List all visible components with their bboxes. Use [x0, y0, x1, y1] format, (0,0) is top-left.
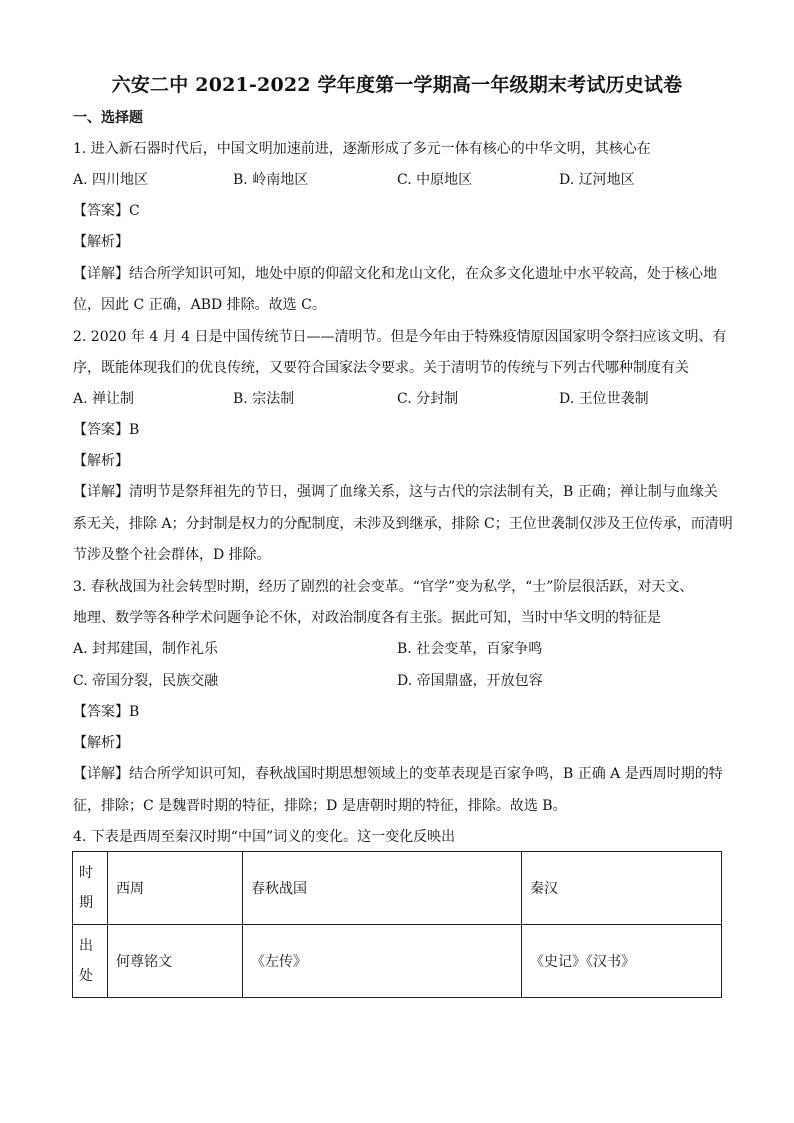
- table-cell: 西周: [108, 852, 243, 925]
- q1-option-d: D. 辽河地区: [559, 172, 635, 188]
- q2-detail-line-2: 系无关，排除 A；分封制是权力的分配制度，未涉及到继承，排除 C；王位世袭制仅涉及王位传承，而清明: [73, 516, 733, 532]
- answer-value: B: [129, 422, 140, 438]
- table-cell-period-header: 时期: [73, 852, 108, 925]
- detail-label: 【详解】: [73, 766, 129, 782]
- question-4-stem: 4. 下表是西周至秦汉时期“中国”词义的变化。这一变化反映出: [73, 829, 456, 845]
- table-cell: 何尊铭文: [108, 925, 243, 998]
- table-cell: 春秋战国: [243, 852, 522, 925]
- question-2-stem-line-1: 2. 2020 年 4 月 4 日是中国传统节日——清明节。但是今年由于特殊疫情原因国家明令祭扫应该文明、有: [73, 329, 727, 345]
- table-cell: 《史记》《汉书》: [522, 925, 722, 998]
- question-3-stem-line-1: 3. 春秋战国为社会转型时期，经历了剧烈的社会变革。“官学”变为私学，“士”阶层很活跃，对天文、: [73, 579, 694, 595]
- q3-option-b: B. 社会变革，百家争鸣: [397, 641, 543, 657]
- q4-table: [72, 851, 722, 998]
- answer-value: C: [129, 203, 140, 219]
- q2-detail-line-1: [73, 482, 718, 502]
- detail-text: 结合所学知识可知，地处中原的仰韶文化和龙山文化，在众多文化遗址中水平较高，处于核心地: [129, 266, 717, 282]
- answer-label: 【答案】: [73, 203, 129, 219]
- q2-analysis-label: 【解析】: [73, 453, 129, 469]
- q3-option-a: A. 封邦建国，制作礼乐: [73, 641, 219, 657]
- q2-option-b: B. 宗法制: [233, 391, 295, 407]
- answer-value: B: [129, 704, 140, 720]
- q1-answer: [73, 201, 140, 221]
- table-row: [73, 852, 722, 925]
- question-1-stem: 1. 进入新石器时代后，中国文明加速前进，逐渐形成了多元一体有核心的中华文明，其核心在: [73, 141, 651, 157]
- q1-detail-line-2: 位，因此 C 正确，ABD 排除。故选 C。: [73, 297, 326, 313]
- q1-option-b: B. 岭南地区: [233, 172, 309, 188]
- section-heading: 一、选择题: [73, 110, 143, 126]
- q1-option-c: C. 中原地区: [397, 172, 473, 188]
- detail-label: 【详解】: [73, 484, 129, 500]
- q2-option-d: D. 王位世袭制: [559, 391, 649, 407]
- q1-detail-line-1: [73, 264, 717, 284]
- q3-option-c: C. 帝国分裂，民族交融: [73, 673, 219, 689]
- q2-option-c: C. 分封制: [397, 391, 459, 407]
- q2-detail-line-3: 节涉及整个社会群体，D 排除。: [73, 547, 271, 563]
- q3-analysis-label: 【解析】: [73, 735, 129, 751]
- q3-option-d: D. 帝国鼎盛，开放包容: [397, 673, 543, 689]
- table-cell: 《左传》: [243, 925, 522, 998]
- detail-label: 【详解】: [73, 266, 129, 282]
- table-cell: 秦汉: [522, 852, 722, 925]
- answer-label: 【答案】: [73, 422, 129, 438]
- q2-option-a: A. 禅让制: [73, 391, 135, 407]
- q2-answer: [73, 420, 139, 440]
- page-title: 六安二中 2021-2022 学年度第一学期高一年级期末考试历史试卷: [111, 74, 683, 96]
- table-cell-source-header: 出处: [73, 925, 108, 998]
- detail-text: 结合所学知识可知，春秋战国时期思想领域上的变革表现是百家争鸣，B 正确 A 是西周时期的特: [129, 766, 723, 782]
- table-row: [73, 925, 722, 998]
- q1-option-a: A. 四川地区: [73, 172, 149, 188]
- question-3-stem-line-2: 地理、数学等各种学术问题争论不休，对政治制度各有主张。据此可知，当时中华文明的特征是: [73, 610, 661, 626]
- q1-analysis-label: 【解析】: [73, 234, 129, 250]
- detail-text: 清明节是祭拜祖先的节日，强调了血缘关系，这与古代的宗法制有关，B 正确；禅让制与血缘关: [129, 484, 718, 500]
- question-2-stem-line-2: 序，既能体现我们的优良传统，又要符合国家法令要求。关于清明节的传统与下列古代哪种制度有关: [73, 360, 689, 376]
- q3-detail-line-1: [73, 764, 723, 784]
- answer-label: 【答案】: [73, 704, 129, 720]
- q3-detail-line-2: 征，排除；C 是魏晋时期的特征，排除；D 是唐朝时期的特征，排除。故选 B。: [73, 798, 567, 814]
- q3-answer: [73, 702, 139, 722]
